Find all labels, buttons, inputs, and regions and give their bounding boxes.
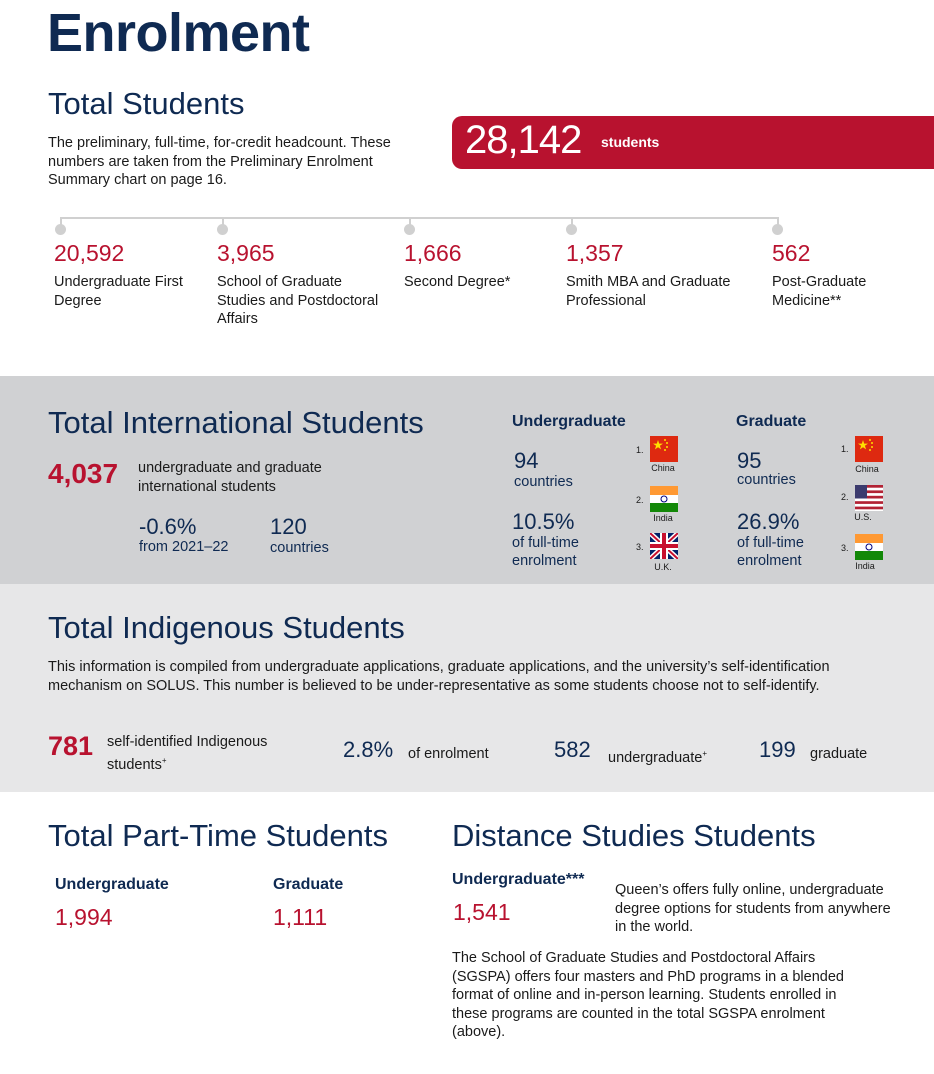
intl-undergrad-percent: 10.5% [512, 509, 575, 534]
breakdown-value: 562 [772, 240, 811, 266]
page-title: Enrolment [47, 3, 310, 63]
indigenous-grad: 199 [759, 737, 796, 762]
part-time-heading: Total Part-Time Students [48, 818, 388, 853]
flag-caption: India [653, 513, 673, 523]
breakdown-value: 1,666 [404, 240, 462, 266]
indigenous-heading: Total Indigenous Students [48, 610, 405, 645]
total-students-description: The preliminary, full-time, for-credit headcount. These numbers are taken from the Preliminary Enrolment Summary chart on page 16. [48, 135, 391, 188]
timeline-dot [404, 224, 415, 235]
footnote-mark: + [702, 749, 707, 758]
intl-grad-countries-label: countries [737, 472, 796, 488]
intl-grad-percent-label: of full-time enrolment [737, 535, 804, 569]
rank-number: 1. [636, 445, 644, 455]
intl-grad-heading: Graduate [736, 413, 807, 430]
indigenous-count: 781 [48, 731, 94, 761]
indigenous-percent: 2.8% [343, 737, 394, 762]
international-heading: Total International Students [48, 405, 424, 440]
rank-number: 2. [636, 495, 644, 505]
intl-undergrad-percent-label: of full-time enrolment [512, 535, 579, 569]
international-countries-label: countries [270, 540, 329, 556]
footnote-mark: + [161, 755, 167, 765]
breakdown-label: Second Degree* [404, 274, 511, 290]
distance-heading: Distance Studies Students [452, 818, 816, 853]
intl-grad-percent: 26.9% [737, 509, 800, 534]
rank-number: 3. [636, 542, 644, 552]
part-time-undergrad-value: 1,994 [55, 904, 113, 930]
indigenous-count-label: self-identified Indigenous students [107, 734, 268, 773]
indigenous-undergrad-label-block [608, 745, 707, 767]
india-flag-icon [855, 534, 883, 560]
distance-online-note: Queen’s offers fully online, undergraduate degree options for students from anywhere in the world. [615, 882, 891, 935]
flag-caption: U.S. [854, 512, 872, 522]
part-time-undergrad-heading: Undergraduate [55, 876, 169, 893]
total-students-count: 28,142 [465, 118, 582, 162]
flag-caption: U.K. [654, 562, 672, 572]
rank-number: 2. [841, 492, 849, 502]
indigenous-grad-label: graduate [810, 746, 868, 762]
total-students-count-label: students [601, 134, 660, 150]
breakdown-value: 3,965 [217, 240, 275, 266]
international-change: -0.6% [139, 514, 197, 539]
breakdown-label: Smith MBA and Graduate Professional [566, 274, 731, 309]
distance-undergrad-value: 1,541 [453, 899, 511, 925]
international-count: 4,037 [48, 458, 119, 489]
china-flag-icon [855, 436, 883, 462]
total-students-heading: Total Students [48, 86, 245, 121]
intl-undergrad-heading: Undergraduate [512, 413, 626, 430]
flag-caption: China [855, 464, 879, 474]
indigenous-percent-label: of enrolment [408, 746, 489, 762]
timeline-dot [217, 224, 228, 235]
indigenous-undergrad-label: undergraduate [608, 749, 703, 766]
indigenous-count-label-block [107, 733, 277, 774]
flag-caption: China [651, 463, 675, 473]
usa-flag-icon [855, 485, 883, 511]
breakdown-value: 20,592 [54, 240, 125, 266]
international-count-label: undergraduate and graduate international students [138, 460, 322, 495]
total-students-banner [452, 116, 934, 169]
international-countries: 120 [270, 514, 307, 539]
flag-caption: India [855, 561, 875, 571]
indigenous-undergrad: 582 [554, 737, 591, 762]
intl-grad-countries: 95 [737, 448, 762, 473]
rank-number: 1. [841, 444, 849, 454]
part-time-grad-value: 1,111 [273, 904, 328, 930]
india-flag-icon [650, 486, 678, 512]
indigenous-description: This information is compiled from undergraduate applications, graduate applications, and the university’s self-identification mechanism on SOLUS. This number is believed to be under-representative as some students choose not to self-identify. [48, 659, 830, 694]
timeline-dot [55, 224, 66, 235]
distance-undergrad-heading: Undergraduate*** [452, 871, 585, 888]
intl-undergrad-countries: 94 [514, 448, 539, 473]
timeline-dot [772, 224, 783, 235]
distance-sgspa-note: The School of Graduate Studies and Postdoctoral Affairs (SGSPA) offers four masters and PhD programs in a blended format of online and in-person learning. Students enrolled in these programs are counted in the total SGSPA enrolment (above). [452, 950, 844, 1040]
breakdown-label: School of Graduate Studies and Postdoctoral Affairs [217, 274, 379, 327]
breakdown-value: 1,357 [566, 240, 624, 266]
intl-undergrad-countries-label: countries [514, 474, 573, 490]
china-flag-icon [650, 436, 678, 462]
breakdown-timeline [60, 217, 778, 219]
timeline-dot [566, 224, 577, 235]
breakdown-label: Undergraduate First Degree [54, 274, 183, 309]
uk-flag-icon [650, 533, 678, 559]
breakdown-label: Post-Graduate Medicine** [772, 274, 867, 309]
rank-number: 3. [841, 543, 849, 553]
part-time-grad-heading: Graduate [273, 876, 344, 893]
international-change-label: from 2021–22 [139, 539, 229, 555]
